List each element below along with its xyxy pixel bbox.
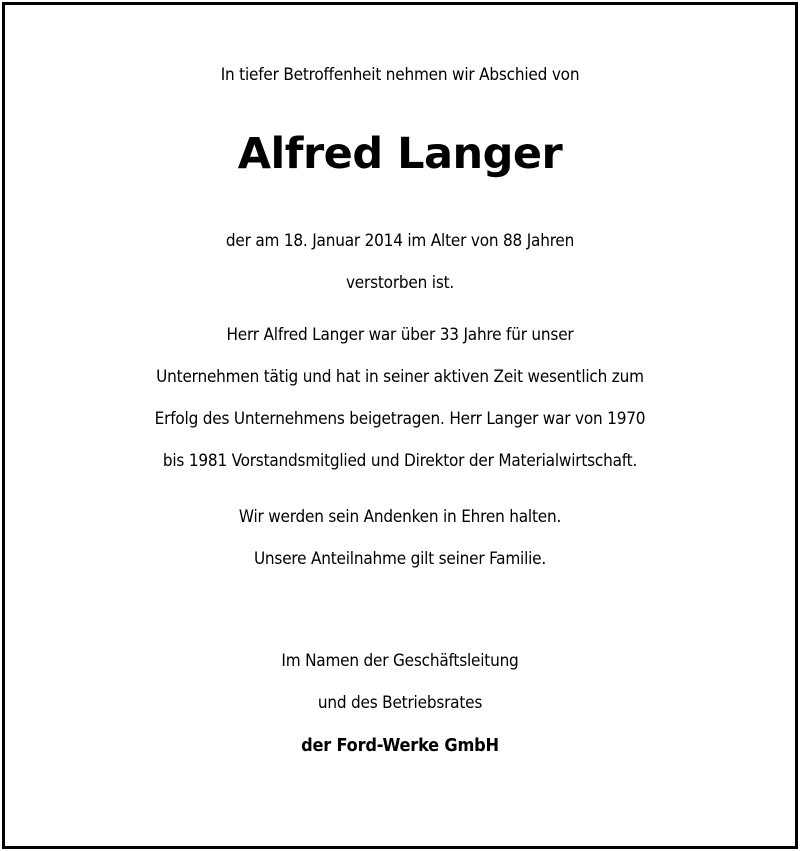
memory-line-1: Wir werden sein Andenken in Ehren halten. [238, 507, 562, 527]
obituary-notice [2, 2, 798, 849]
signature-line-1: Im Namen der Geschäftsleitung [281, 651, 519, 671]
company-name: der Ford-Werke GmbH [301, 735, 499, 756]
deceased-name: Alfred Langer [237, 129, 563, 179]
signature-line-2: und des Betriebsrates [317, 693, 483, 713]
bio-line-1: Herr Alfred Langer war über 33 Jahre für unser [226, 325, 574, 345]
death-info-line-1: der am 18. Januar 2014 im Alter von 88 Jahren [225, 231, 575, 251]
bio-line-3: Erfolg des Unternehmens beigetragen. Herr Langer war von 1970 [154, 409, 646, 429]
intro-text: In tiefer Betroffenheit nehmen wir Abschied von [220, 65, 580, 85]
memory-line-2: Unsere Anteilnahme gilt seiner Familie. [253, 549, 547, 569]
bio-line-4: bis 1981 Vorstandsmitglied und Direktor der Materialwirtschaft. [162, 451, 638, 471]
death-info-line-2: verstorben ist. [345, 273, 455, 293]
bio-line-2: Unternehmen tätig und hat in seiner aktiven Zeit wesentlich zum [156, 367, 644, 387]
